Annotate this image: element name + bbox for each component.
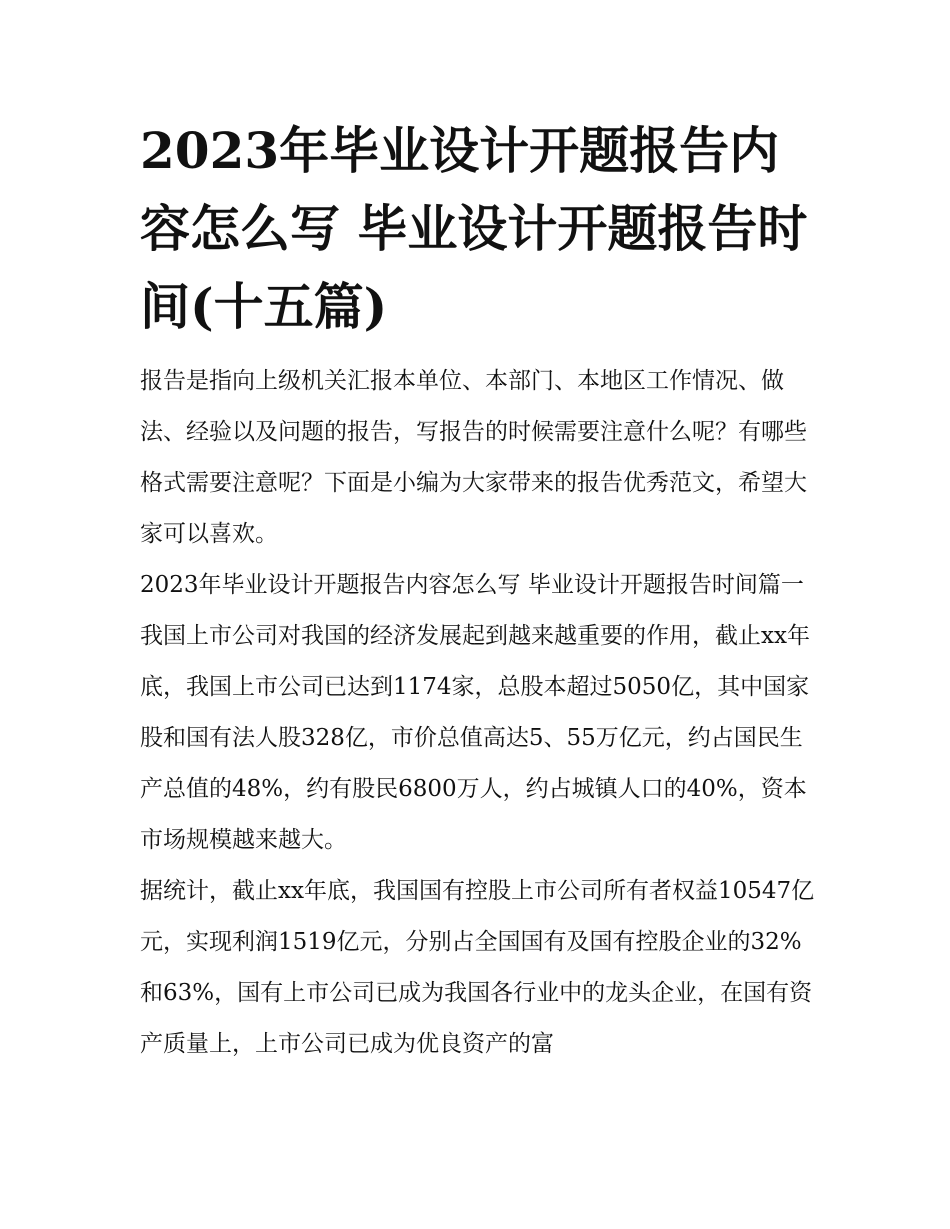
section-heading: 2023年毕业设计开题报告内容怎么写 毕业设计开题报告时间篇一 (140, 572, 804, 598)
intro-paragraph: 报告是指向上级机关汇报本单位、本部门、本地区工作情况、做法、经验以及问题的报告，写报告的时候需要注意什么呢？有哪些格式需要注意呢？下面是小编为大家带来的报告优秀范文，希望大家可以喜欢。 (140, 368, 807, 547)
document-title: 2023年毕业设计开题报告内容怎么写 毕业设计开题报告时间(十五篇) (140, 121, 808, 336)
body-paragraph-2: 据统计，截止xx年底，我国国有控股上市公司所有者权益10547亿元，实现利润1519亿元，分别占全国国有及国有控股企业的32%和63%，国有上市公司已成为我国各行业中的龙头企业，在国有资产质量上，上市公司已成为优良资产的富 (140, 878, 815, 1057)
body-paragraph-1: 我国上市公司对我国的经济发展起到越来越重要的作用，截止xx年底，我国上市公司已达到1174家，总股本超过5050亿，其中国家股和国有法人股328亿，市价总值高达5、55万亿元，约占国民生产总值的48%，约有股民6800万人，约占城镇人口的40%，资本市场规模越来越大。 (140, 623, 810, 853)
document-page (140, 112, 820, 1070)
